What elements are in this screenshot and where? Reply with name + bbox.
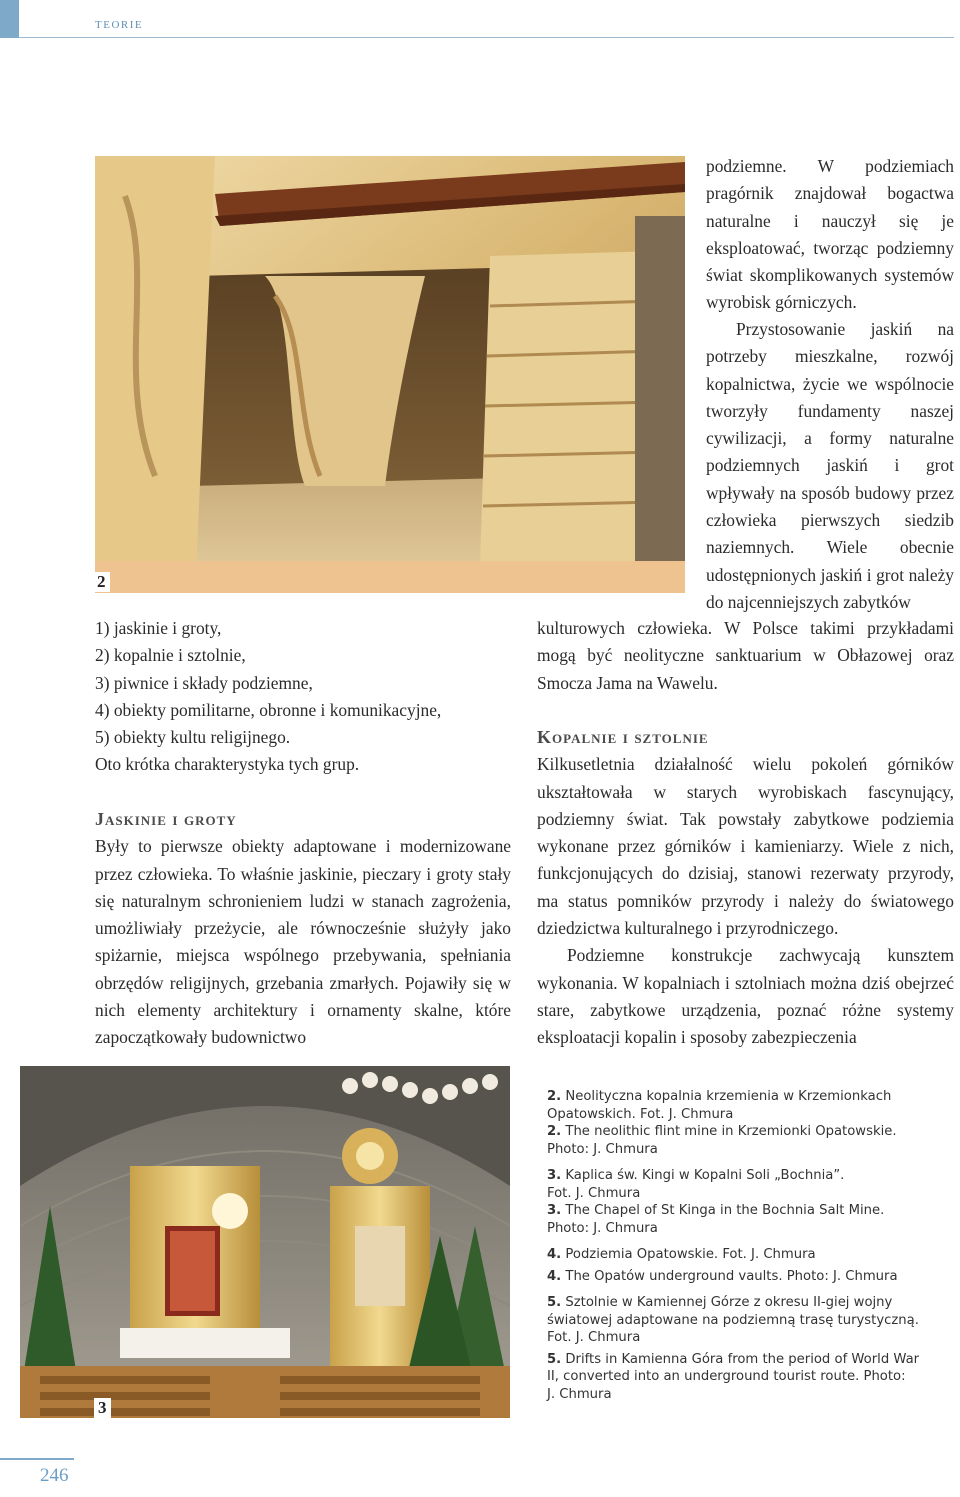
caves-body: Były to pierwsze obiekty adaptowane i modernizowane przez człowieka. To właśnie jaskinie, pieczary i groty stały się naturalnym schronieniem ludzi w stanach zagrożenia, umożliwiały przeżycie, ale równocześnie służyły jako spiżarnie, miejsca wspólnego przebywania, spełniania obrzędów religijnych, grzebania zmarłych. Pojawiły się w nich elementy architektury i ornamenty skalne, które zapoczątkowały budownictwo bbox=[95, 836, 511, 1048]
caption-number: 4. bbox=[547, 1247, 562, 1262]
section-title: teorie bbox=[95, 16, 144, 32]
mines-heading: Kopalnie i sztolnie bbox=[537, 727, 709, 747]
caption-item bbox=[547, 1167, 942, 1202]
paragraph-adaptation-end: kulturowych człowieka. W Polsce takimi przykładami mogą być neolityczne sanktuarium w Obłazowej oraz Smocza Jama na Wawelu. bbox=[537, 618, 954, 693]
caption-line: Photo: J. Chmura bbox=[547, 1220, 658, 1236]
caption-line: Kaplica św. Kingi w Kopalni Soli „Bochnia”. bbox=[565, 1168, 845, 1183]
list-item: 3) piwnice i składy podziemne, bbox=[95, 672, 313, 693]
list-item: 1) jaskinie i groty, bbox=[95, 618, 222, 638]
page-number: 246 bbox=[40, 1465, 69, 1486]
caption-number: 2. bbox=[547, 1089, 562, 1104]
caption-line: Fot. J. Chmura bbox=[547, 1185, 641, 1201]
photo-flint-mine bbox=[95, 156, 685, 593]
header-accent-bar bbox=[0, 0, 19, 38]
caption-line: The neolithic flint mine in Krzemionki Opatowskie. bbox=[565, 1124, 897, 1139]
caption-line: Sztolnie w Kamiennej Górze z okresu II-giej wojny bbox=[565, 1295, 893, 1310]
caption-line: The Chapel of St Kinga in the Bochnia Salt Mine. bbox=[565, 1203, 885, 1218]
caption-line: Photo: J. Chmura bbox=[547, 1141, 658, 1157]
caption-line: Neolityczna kopalnia krzemienia w Krzemionkach bbox=[565, 1089, 892, 1104]
caption-item bbox=[547, 1294, 942, 1347]
flint-mine-illustration bbox=[95, 156, 685, 593]
footer-rule bbox=[0, 1458, 74, 1460]
caption-line: The Opatów underground vaults. Photo: J. Chmura bbox=[565, 1268, 898, 1284]
list-item: 5) obiekty kultu religijnego. bbox=[95, 727, 291, 748]
caption-line: Podziemia Opatowskie. Fot. J. Chmura bbox=[565, 1247, 816, 1262]
caption-item bbox=[547, 1123, 942, 1158]
chapel-illustration bbox=[20, 1066, 510, 1418]
photo-captions bbox=[547, 1088, 942, 1412]
section-caves bbox=[95, 806, 511, 1052]
mines-paragraph-1: Kilkusetletnia działalność wielu pokoleń górników ukształtowała w starych wyrobiskach fascynujący, podziemny świat. Tak powstały zabytkowe podziemia wykonane przez górników i kamieniarzy. Wiele z nich, funkcjonujących do dzisiaj, stanowi rezerwaty przyrody, ma status pomników przyrody i należy do światowego dziedzictwa kulturalnego i przyrodniczego. bbox=[537, 754, 954, 939]
caption-number: 3. bbox=[547, 1203, 562, 1218]
caption-number: 5. bbox=[547, 1351, 562, 1367]
mines-paragraph-2: Podziemne konstrukcje zachwycają kunsztem wykonania. W kopalniach i sztolniach można dziś obejrzeć stare, zabytkowe urządzenia, poznać różne systemy eksploatacji kopalin i sposoby zabezpieczenia bbox=[537, 945, 954, 1048]
header-rule bbox=[19, 37, 954, 38]
text-adaptation-upper bbox=[706, 316, 954, 616]
caption-item bbox=[547, 1246, 942, 1264]
paragraph-adaptation-start: Przystosowanie jaskiń na potrzeby mieszkalne, rozwój kopalnictwa, życie we wspólnocie tworzyły fundamenty naszej cywilizacji, a formy naturalne podziemnych jaskiń i grot wpływały na sposób budowy przez człowieka pierwszych siedzib naziemnych. Wiele obecnie udostępnionych jaskiń i grot należy do najcenniejszych zabytków bbox=[706, 319, 954, 612]
caption-number: 4. bbox=[547, 1268, 562, 1284]
photo-chapel bbox=[20, 1066, 510, 1418]
caption-item bbox=[547, 1088, 942, 1123]
photo-number-2: 2 bbox=[93, 572, 110, 592]
caption-line: Drifts in Kamienna Góra from the period of World War bbox=[565, 1351, 920, 1367]
paragraph-underground: podziemne. W podziemiach pragórnik znajdował bogactwa naturalne i nauczył się je eksploatować, tworząc podziemny świat skomplikowanych systemów wyrobisk górniczych. bbox=[706, 156, 954, 313]
list-item: 2) kopalnie i sztolnie, bbox=[95, 645, 246, 666]
caption-item bbox=[547, 1202, 942, 1237]
caption-item bbox=[547, 1351, 942, 1404]
caption-item bbox=[547, 1268, 942, 1286]
caption-line: światowej adaptowane na podziemną trasę turystyczną. bbox=[547, 1312, 919, 1328]
caption-number: 3. bbox=[547, 1168, 562, 1183]
caption-number: 2. bbox=[547, 1124, 562, 1139]
caption-line: Opatowskich. Fot. J. Chmura bbox=[547, 1106, 734, 1122]
list-item: 4) obiekty pomilitarne, obronne i komunikacyjne, bbox=[95, 699, 442, 720]
caves-heading: Jaskinie i groty bbox=[95, 809, 237, 829]
caption-line: J. Chmura bbox=[547, 1386, 612, 1402]
text-adaptation-lower bbox=[537, 615, 954, 697]
text-right-column-top bbox=[706, 153, 954, 317]
section-mines bbox=[537, 724, 954, 1052]
caption-number: 5. bbox=[547, 1295, 562, 1310]
list-outro: Oto krótka charakterystyka tych grup. bbox=[95, 754, 360, 775]
caption-line: II, converted into an underground tourist route. Photo: bbox=[547, 1369, 906, 1384]
photo-number-3: 3 bbox=[94, 1398, 111, 1418]
caption-line: Fot. J. Chmura bbox=[547, 1330, 641, 1345]
object-type-list bbox=[95, 615, 515, 779]
